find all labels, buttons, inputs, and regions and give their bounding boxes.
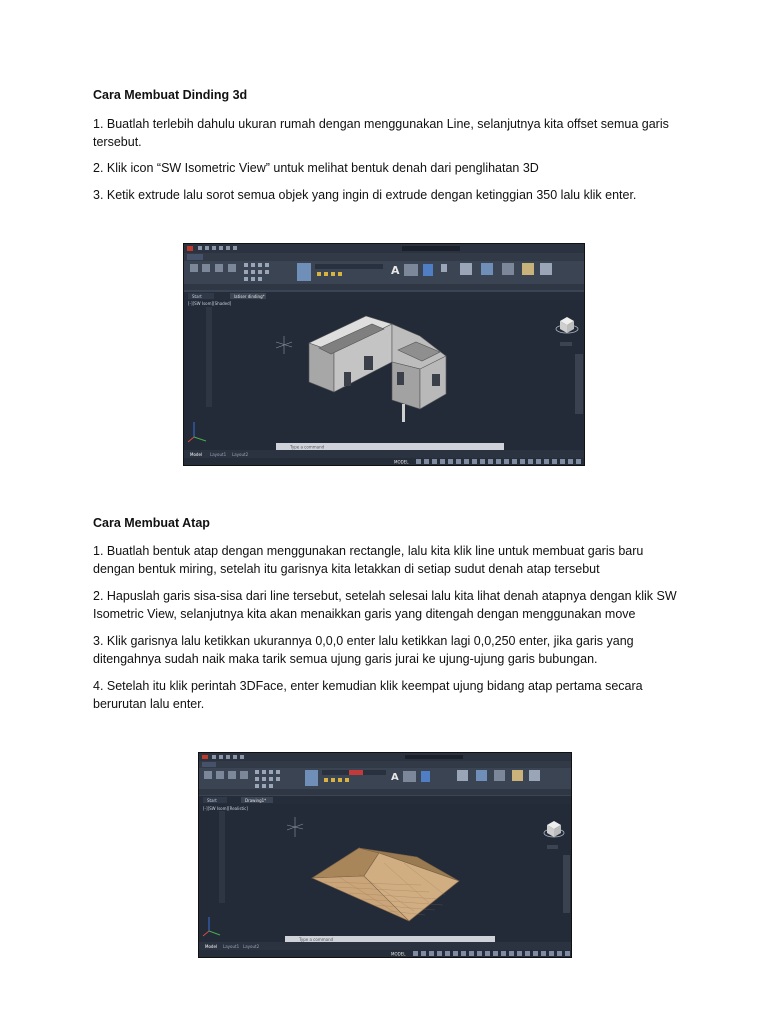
autocad-walls-screenshot [183,243,585,466]
autocad-roof-screenshot [198,752,572,958]
tab-file-roof[interactable]: Drawing1* [245,798,267,803]
layout-tab-2-walls[interactable]: Layout2 [232,452,249,457]
roof-step-1: 1. Buatlah bentuk atap dengan menggunakan rectangle, lalu kita klik line untuk membuat garis baru dengan bentuk miring, setelah itu garisnya kita letakkan di setiap sudut denah atap tersebut [93,544,644,576]
walls-step-2: 2. Klik icon “SW Isometric View” untuk melihat bentuk denah dari penglihatan 3D [93,161,539,175]
status-model-walls[interactable]: MODEL [394,459,409,465]
svg-text:A: A [391,264,400,277]
autocad-walls-image [184,244,584,465]
view-label-roof[interactable]: [-][SW Isom][Realistic] [203,806,248,811]
tab-file-walls[interactable]: latiser dinding* [234,294,265,299]
status-model-roof[interactable]: MODEL [391,951,406,957]
layout-tab-1-roof[interactable]: Layout1 [223,944,240,949]
roof-step-4: 4. Setelah itu klik perintah 3DFace, enter kemudian klik keempat ujung bidang atap pertama secara berurutan lalu enter. [93,679,643,711]
section-title-roof: Cara Membuat Atap [93,516,210,530]
roof-step-3: 3. Klik garisnya lalu ketikkan ukurannya 0,0,0 enter lalu ketikkan lagi 0,0,250 enter, jika garis yang ditengahnya sudah naik maka tarik semua ujung garis jurai ke ujung-ujung garis bubungan. [93,634,634,666]
tab-start-roof[interactable]: Start [207,798,217,803]
section-title-walls: Cara Membuat Dinding 3d [93,88,248,102]
autocad-roof-image [199,753,571,957]
command-input-walls[interactable]: Type a command [290,444,325,450]
view-label-walls[interactable]: [-][SW Isom][Shaded] [188,301,232,306]
walls-step-3: 3. Ketik extrude lalu sorot semua objek yang ingin di extrude dengan ketinggian 350 lalu klik enter. [93,188,637,202]
tab-start-walls[interactable]: Start [192,294,202,299]
roof-step-2: 2. Hapuslah garis sisa-sisa dari line tersebut, setelah selesai lalu kita lihat denah atapnya dengan klik SW Isometric View, selanjutnya kita akan menaikkan garis yang ditengah dengan menggunakan move [93,589,677,621]
layout-tab-1-walls[interactable]: Layout1 [210,452,227,457]
layout-tab-2-roof[interactable]: Layout2 [243,944,260,949]
layout-tab-model-walls[interactable]: Model [190,452,203,457]
svg-text:A: A [391,772,399,783]
command-input-roof[interactable]: Type a command [299,936,334,942]
walls-step-1: 1. Buatlah terlebih dahulu ukuran rumah dengan menggunakan Line, selanjutnya kita offset semua garis tersebut. [93,117,669,149]
layout-tab-model-roof[interactable]: Model [205,944,218,949]
